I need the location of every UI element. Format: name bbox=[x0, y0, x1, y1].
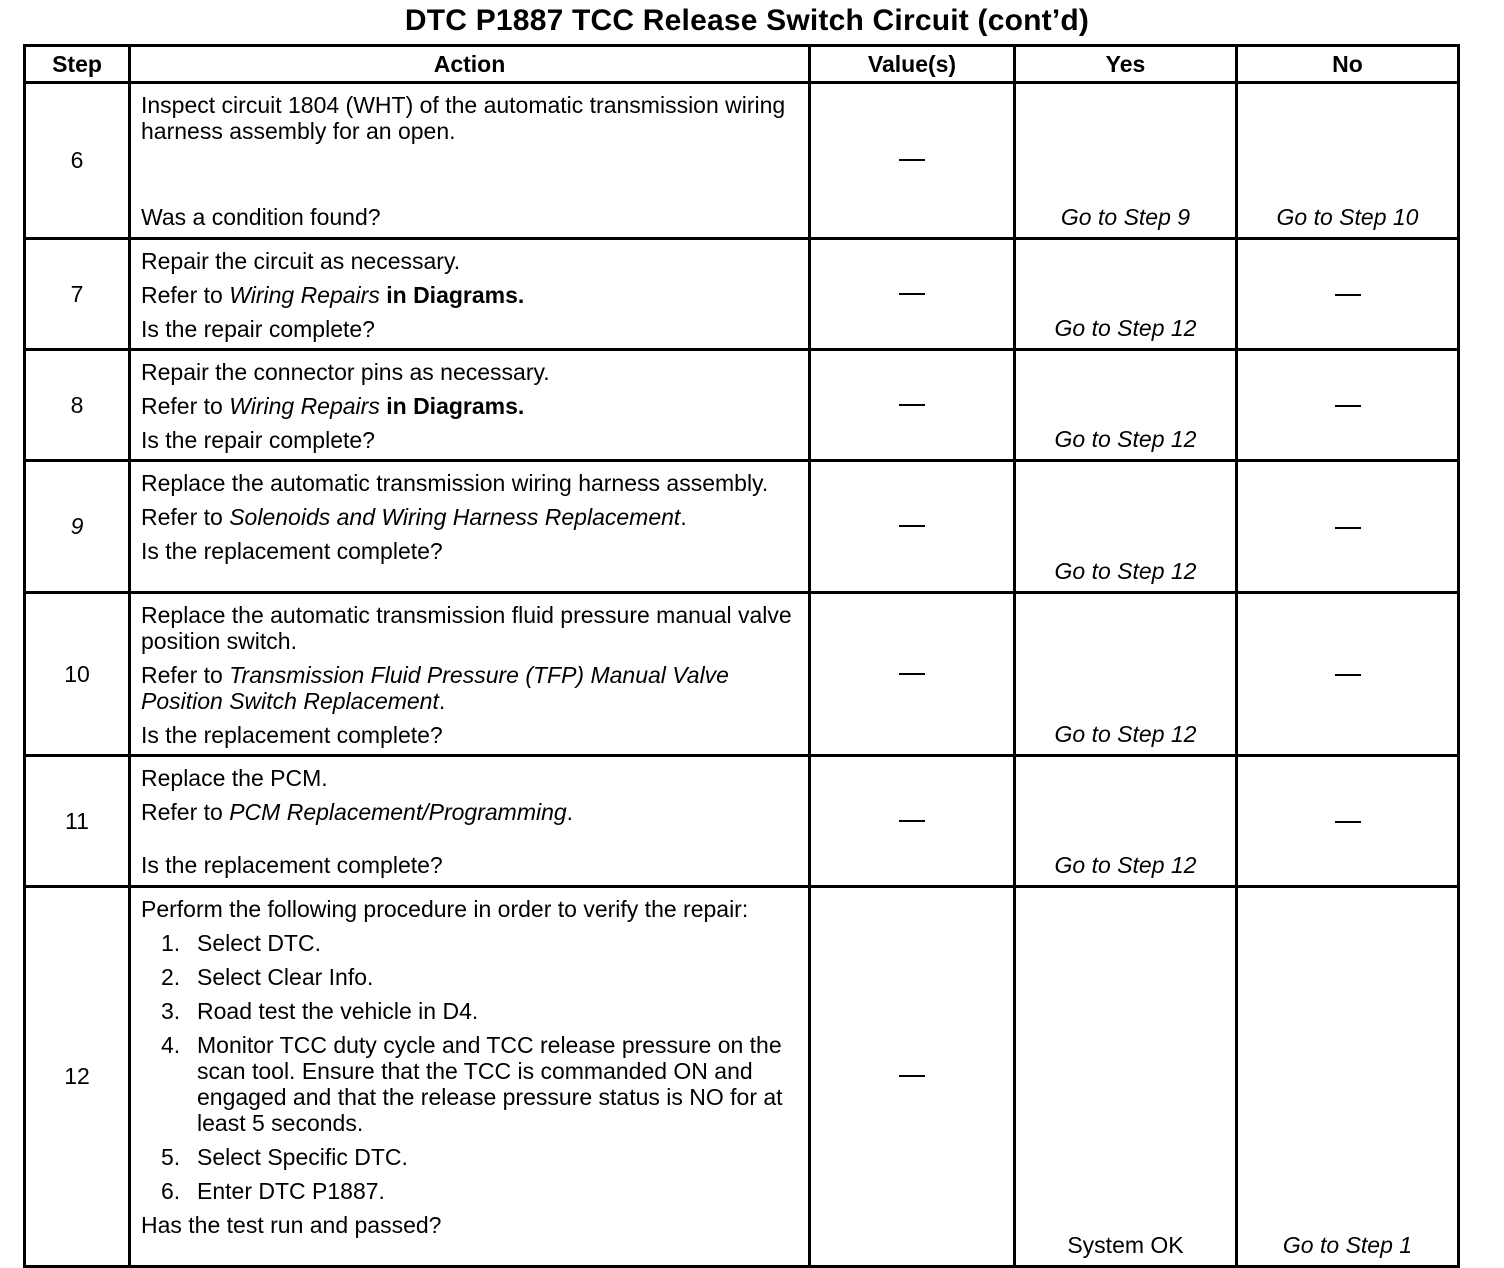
table-row bbox=[25, 350, 1459, 461]
step-number: 6 bbox=[25, 83, 130, 239]
refer-label: Refer to bbox=[141, 282, 223, 308]
no-result: Go to Step 10 bbox=[1237, 83, 1459, 239]
no-result bbox=[1237, 593, 1459, 756]
list-item-number: 5. bbox=[161, 1144, 181, 1170]
action-question: Is the replacement complete? bbox=[141, 722, 443, 748]
dash-mark bbox=[899, 1075, 925, 1077]
list-item bbox=[161, 998, 794, 1024]
reference-title: Wiring Repairs bbox=[229, 282, 380, 308]
refer-label: Refer to bbox=[141, 662, 223, 688]
refer-label: Refer to bbox=[141, 393, 223, 419]
dash-mark bbox=[1335, 674, 1361, 676]
action-text: Replace the automatic transmission fluid pressure manual valve position switch. bbox=[141, 602, 792, 654]
list-item bbox=[161, 1144, 794, 1170]
yes-result: Go to Step 12 bbox=[1015, 756, 1237, 887]
action-reference bbox=[141, 662, 794, 714]
refer-label: Refer to bbox=[141, 799, 223, 825]
yes-result: Go to Step 12 bbox=[1015, 350, 1237, 461]
action-text: Perform the following procedure in order to verify the repair: bbox=[141, 896, 749, 922]
reference-tail: in Diagrams. bbox=[386, 393, 525, 419]
table-row bbox=[25, 887, 1459, 1267]
action-text: Inspect circuit 1804 (WHT) of the automatic transmission wiring harness assembly for an open. bbox=[141, 92, 786, 144]
action-text: Replace the automatic transmission wiring harness assembly. bbox=[141, 470, 769, 496]
procedure-list bbox=[141, 930, 794, 1204]
yes-result: System OK bbox=[1015, 887, 1237, 1267]
list-item-number: 4. bbox=[161, 1032, 181, 1058]
action-cell bbox=[130, 756, 810, 887]
no-result bbox=[1237, 239, 1459, 350]
reference-title: Wiring Repairs bbox=[229, 393, 380, 419]
header-no: No bbox=[1237, 46, 1459, 83]
action-text: Replace the PCM. bbox=[141, 765, 328, 791]
dash-mark bbox=[1335, 405, 1361, 407]
list-item bbox=[161, 964, 794, 990]
action-cell bbox=[130, 593, 810, 756]
no-result: Go to Step 1 bbox=[1237, 887, 1459, 1267]
step-number: 9 bbox=[25, 461, 130, 593]
step-number: 11 bbox=[25, 756, 130, 887]
action-text: Repair the connector pins as necessary. bbox=[141, 359, 550, 385]
action-cell bbox=[130, 350, 810, 461]
value-cell bbox=[810, 239, 1015, 350]
dash-mark bbox=[1335, 294, 1361, 296]
list-item bbox=[161, 1032, 794, 1136]
action-cell bbox=[130, 83, 810, 239]
list-item-text: Monitor TCC duty cycle and TCC release pressure on the scan tool. Ensure that the TCC is commanded ON and engaged and that the release pressure status is NO for at least 5 seconds. bbox=[197, 1032, 783, 1136]
list-item-text: Select DTC. bbox=[197, 930, 321, 956]
dash-mark bbox=[899, 525, 925, 527]
table-row bbox=[25, 593, 1459, 756]
action-question: Is the repair complete? bbox=[141, 427, 375, 453]
table-row bbox=[25, 756, 1459, 887]
value-cell bbox=[810, 350, 1015, 461]
dash-mark bbox=[899, 673, 925, 675]
step-number: 7 bbox=[25, 239, 130, 350]
header-row bbox=[25, 46, 1459, 83]
list-item bbox=[161, 930, 794, 956]
refer-label: Refer to bbox=[141, 504, 223, 530]
list-item-number: 3. bbox=[161, 998, 181, 1024]
action-question: Is the repair complete? bbox=[141, 316, 375, 342]
reference-title: Transmission Fluid Pressure (TFP) Manual Valve Position Switch Replacement bbox=[141, 662, 729, 714]
no-result bbox=[1237, 756, 1459, 887]
no-result bbox=[1237, 350, 1459, 461]
reference-title: PCM Replacement/Programming bbox=[229, 799, 567, 825]
step-number: 10 bbox=[25, 593, 130, 756]
dash-mark bbox=[899, 820, 925, 822]
action-question: Was a condition found? bbox=[141, 204, 381, 230]
reference-title: Solenoids and Wiring Harness Replacement bbox=[229, 504, 681, 530]
dash-mark bbox=[899, 159, 925, 161]
no-result bbox=[1237, 461, 1459, 593]
yes-result: Go to Step 12 bbox=[1015, 461, 1237, 593]
table-row bbox=[25, 83, 1459, 239]
yes-result: Go to Step 12 bbox=[1015, 239, 1237, 350]
value-cell bbox=[810, 461, 1015, 593]
value-cell bbox=[810, 83, 1015, 239]
action-reference bbox=[141, 393, 794, 419]
value-cell bbox=[810, 593, 1015, 756]
action-cell bbox=[130, 461, 810, 593]
action-reference bbox=[141, 504, 794, 530]
list-item-number: 1. bbox=[161, 930, 181, 956]
reference-tail: . bbox=[438, 688, 446, 714]
reference-tail: . bbox=[680, 504, 687, 530]
yes-result: Go to Step 9 bbox=[1015, 83, 1237, 239]
table-row bbox=[25, 239, 1459, 350]
page-title: DTC P1887 TCC Release Switch Circuit (cont’d) bbox=[404, 4, 1090, 37]
yes-result: Go to Step 12 bbox=[1015, 593, 1237, 756]
dash-mark bbox=[899, 404, 925, 406]
value-cell bbox=[810, 756, 1015, 887]
action-cell bbox=[130, 887, 810, 1267]
step-number: 8 bbox=[25, 350, 130, 461]
list-item-text: Enter DTC P1887. bbox=[197, 1178, 385, 1204]
reference-tail: in Diagrams. bbox=[386, 282, 525, 308]
list-item-text: Road test the vehicle in D4. bbox=[197, 998, 479, 1024]
action-reference bbox=[141, 282, 794, 308]
header-action: Action bbox=[130, 46, 810, 83]
header-values: Value(s) bbox=[810, 46, 1015, 83]
action-reference bbox=[141, 799, 794, 825]
step-number: 12 bbox=[25, 887, 130, 1267]
header-step: Step bbox=[25, 46, 130, 83]
list-item bbox=[161, 1178, 794, 1204]
dash-mark bbox=[1335, 527, 1361, 529]
dash-mark bbox=[899, 293, 925, 295]
action-text: Repair the circuit as necessary. bbox=[141, 248, 461, 274]
value-cell bbox=[810, 887, 1015, 1267]
list-item-number: 6. bbox=[161, 1178, 181, 1204]
list-item-number: 2. bbox=[161, 964, 181, 990]
list-item-text: Select Clear Info. bbox=[197, 964, 374, 990]
header-yes: Yes bbox=[1015, 46, 1237, 83]
action-cell bbox=[130, 239, 810, 350]
action-question: Has the test run and passed? bbox=[141, 1212, 442, 1238]
action-question: Is the replacement complete? bbox=[141, 538, 443, 564]
dtc-table bbox=[23, 44, 1460, 1268]
action-question: Is the replacement complete? bbox=[141, 852, 443, 878]
table-row bbox=[25, 461, 1459, 593]
dash-mark bbox=[1335, 821, 1361, 823]
reference-tail: . bbox=[566, 799, 574, 825]
list-item-text: Select Specific DTC. bbox=[197, 1144, 408, 1170]
